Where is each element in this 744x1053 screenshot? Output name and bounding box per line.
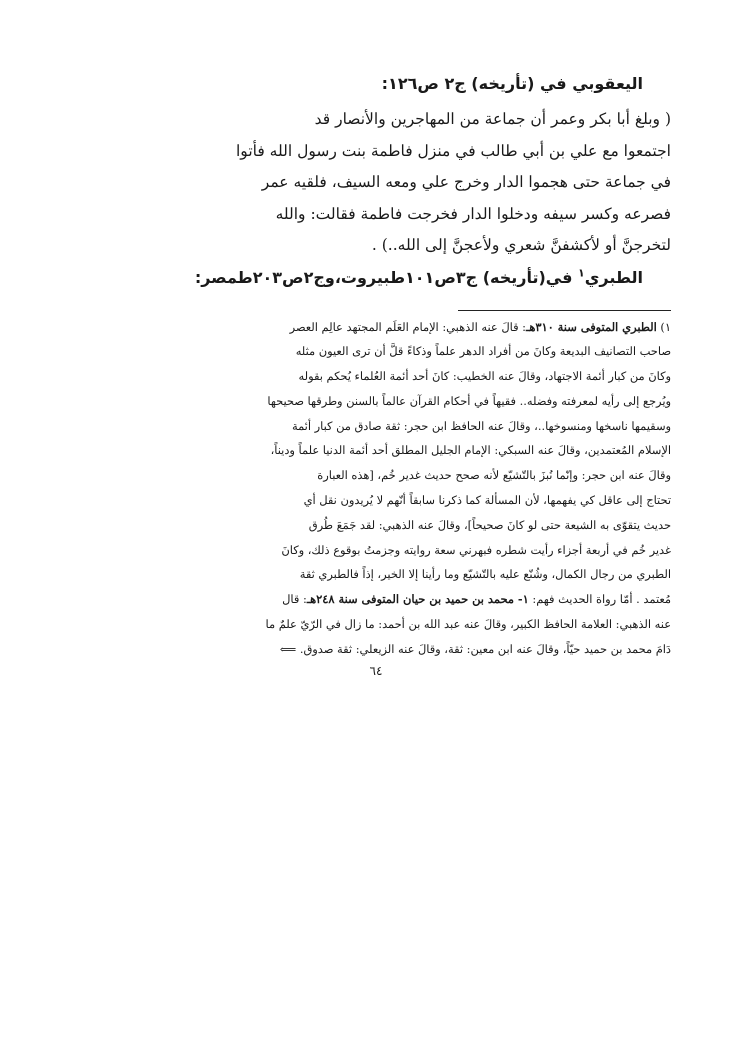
footnote-line: دَامَ محمد بن حميد حيّاً، وقالَ عنه ابن معين: ثقة، وقالَ عنه الزيعلي: ثقة صدوق. ⟸: [279, 641, 671, 656]
footnote-line: وكانَ من كبار أئمة الاجتهاد، وقالَ عنه الخطيب: كانَ أحد أئمة العُلماء يُحكم بقوله: [298, 369, 671, 384]
footnote-line: صاحب التصانيف البديعة وكانَ من أفراد الدهر علماً وذكاءً قلَّ أن ترى العيون مثله: [295, 344, 671, 359]
quote-line: في جماعة حتى هجموا الدار وخرج علي ومعه السيف، فلقيه عمر: [261, 173, 671, 191]
quote-line: فصرعه وكسر سيفه ودخلوا الدار فخرجت فاطمة فقالت: والله: [275, 204, 671, 223]
footnote-block: [81, 315, 671, 662]
heading-name: الطبري: [584, 267, 643, 287]
footnote-line: الطبري من رجال الكمال، وشُنّع عليه بالتّشيّع وما رأينا إلا الخير، إذاً فالطبري ثقة: [299, 567, 671, 582]
footnote-line: [81, 315, 671, 340]
footnote-separator: [458, 310, 671, 311]
quote-line: لتخرجنَّ أو لأكشفنَّ شعري ولأعجنَّ إلى الله..) .: [371, 236, 671, 254]
quote-line: اجتمعوا مع علي بن أبي طالب في منزل فاطمة بنت رسول الله فأتوا: [236, 141, 671, 160]
footnote-number: ١): [656, 319, 671, 334]
footnote-line: وسقيمها ناسخها ومنسوخها..، وقالَ عنه الحافظ ابن حجر: ثقة صادق من كبار أئمة: [291, 418, 671, 433]
footnote-text: : قالَ عنه الذهبي: الإمام العَلَم المجتهد عالِم العصر: [289, 319, 526, 334]
footnote-line: غدير خُم في أربعة أجزاء رأيت شطره فبهرني سعة روايته وجزمتُ بوقوع ذلك، وكانَ: [281, 542, 671, 557]
footnote-line: حديث يتقوّى به الشيعة حتى لو كانَ صحيحاً]، وقالَ عنه الذهبي: لقد جَمَعَ طُرق: [308, 517, 671, 532]
section-heading-tabari: [81, 268, 671, 288]
footnote-line: تحتاج إلى عاقل كي يفهمها، لأن المسألة كما ذكرنا سابقاً أنّهم لا يُريدون نقل أي: [303, 493, 671, 508]
footnote-line: [81, 587, 671, 612]
footnote-marker: ١: [578, 266, 585, 280]
document-page: [81, 68, 671, 678]
page-number: ٦٤: [369, 663, 383, 678]
section-heading-yaqubi: اليعقوبي في (تأريخه) ج٢ ص١٢٦:: [381, 74, 643, 93]
footnote-text: مُعتمد . أمّا رواة الحديث فهم:: [528, 592, 671, 607]
heading-rest: في(تأريخه) ج٣ص١٠١طبيروت،وج٢ص٢٠٣طمصر:: [194, 267, 579, 287]
footnote-line: عنه الذهبي: العلامة الحافظ الكبير، وقالَ عنه عبد الله بن أحمد: ما زال في الرّيّ علمٌ ما: [265, 617, 671, 632]
footnote-subject: الطبري المتوفى سنة ٣١٠هـ: [525, 319, 657, 334]
footnote-line: وقالَ عنه ابن حجر: وإنّما نُبزَ بالتّشيّع لأنه صحح حديث غدير خُم، [هذه العبارة: [317, 468, 671, 483]
quote-line: ( وبلغ أبا بكر وعمر أن جماعة من المهاجرين والأنصار قد: [314, 110, 671, 128]
footnote-line: الإسلام المُعتمدين، وقالَ عنه السبكي: الإمام الجليل المطلق أحد أئمة الدنيا علماً وديناً،: [270, 443, 671, 458]
footnote-text: : قال: [282, 592, 307, 607]
narrator-name: ١- محمد بن حميد بن حيان المتوفى سنة ٢٤٨هـ: [306, 592, 529, 607]
footnote-line: ويُرجع إلى رأيه لمعرفته وفضله.. فقيهاً في أحكام القرآن عالماً بالسنن وطرقها صحيحها: [267, 393, 671, 408]
quote-block: [81, 104, 671, 262]
